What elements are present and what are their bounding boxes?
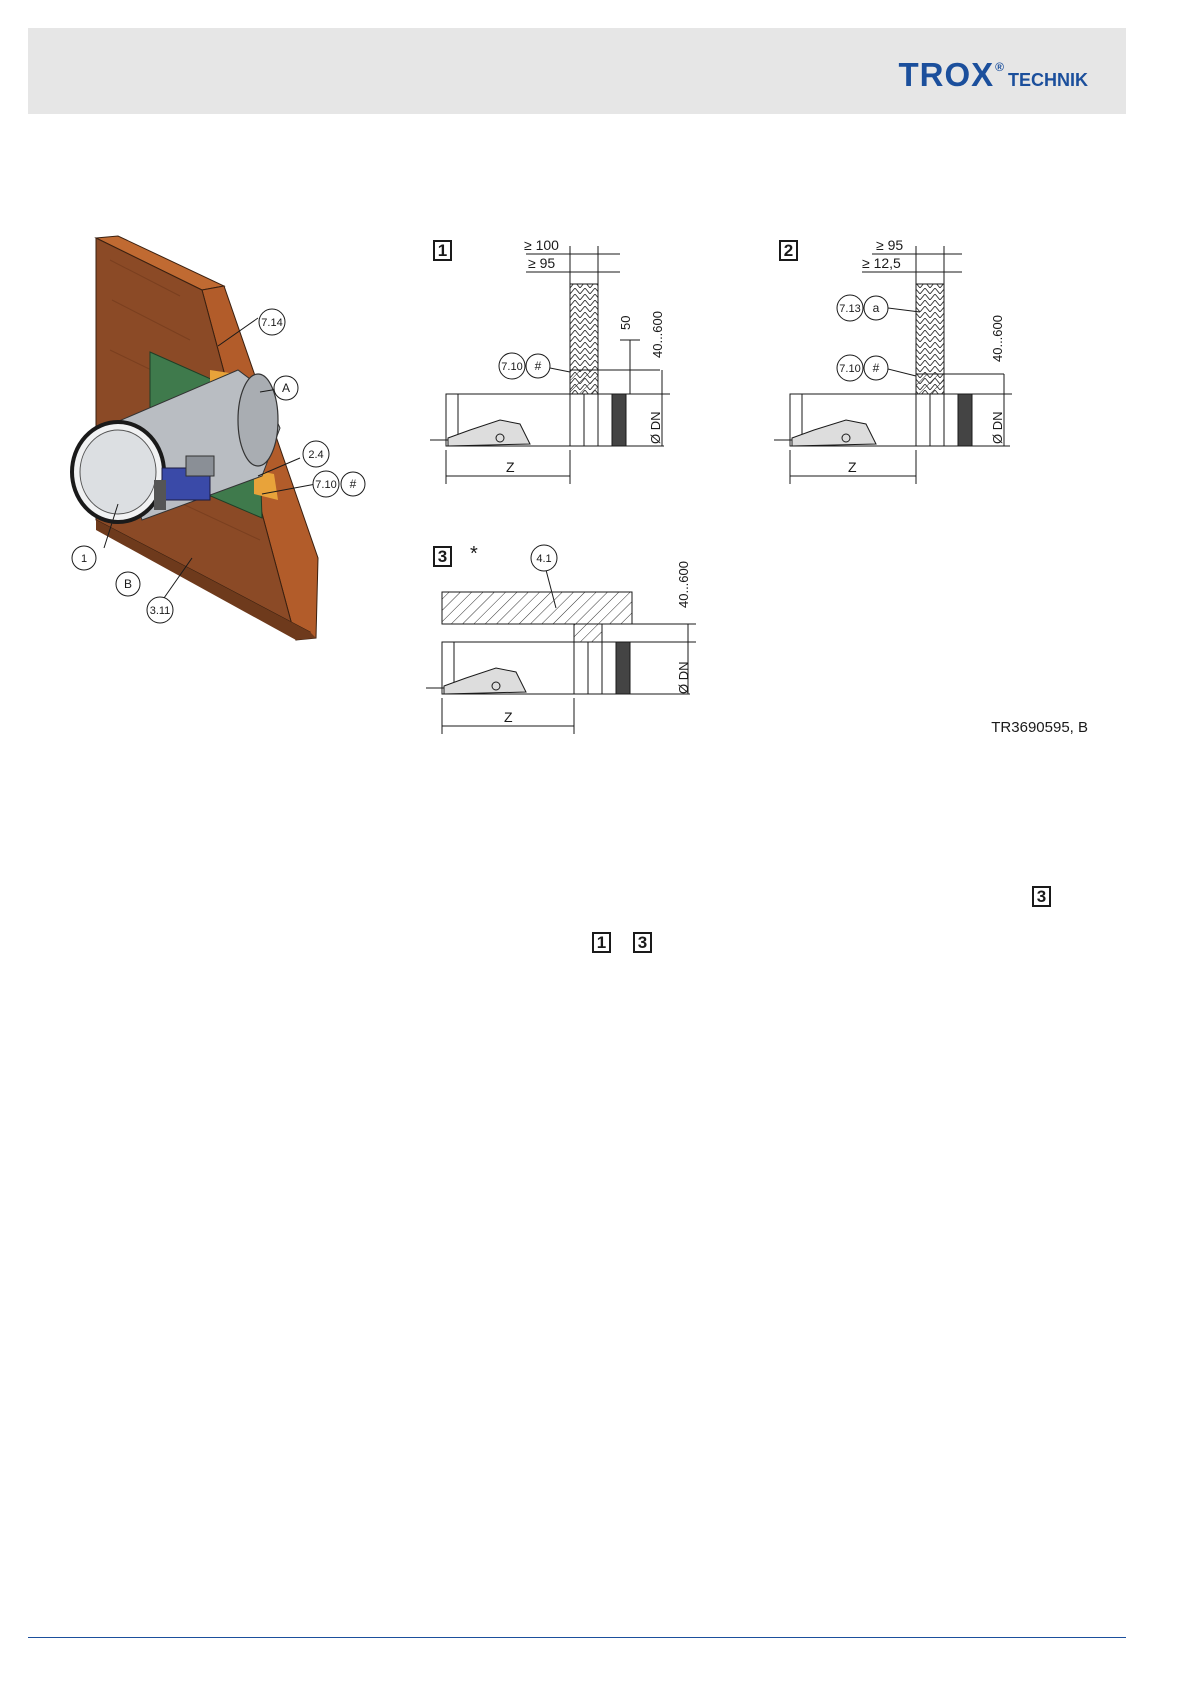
callout-7-10: 7.10 xyxy=(315,479,337,491)
callout-7-10: 7.10 xyxy=(839,363,861,375)
detail-2-drawing xyxy=(774,246,1012,484)
callout-7-13: 7.13 xyxy=(839,303,861,315)
callout-hash: # xyxy=(349,477,357,491)
dim-ge-95: ≥ 95 xyxy=(528,255,556,271)
text-ref-box: 3 xyxy=(633,932,652,953)
dim-dn: Ø DN xyxy=(676,661,691,694)
dim-z: Z xyxy=(848,459,857,475)
trox-logo: TROX ® TECHNIK xyxy=(898,56,1088,93)
callout-7-14: 7.14 xyxy=(261,317,283,329)
callout-4-1: 4.1 xyxy=(536,553,552,565)
callout-3-11: 3.11 xyxy=(149,605,171,617)
callout-1: 1 xyxy=(80,553,88,565)
dim-50: 50 xyxy=(618,315,633,330)
text-ref-box: 1 xyxy=(592,932,611,953)
callout-2-4: 2.4 xyxy=(308,449,324,461)
footer-rule xyxy=(28,1637,1126,1638)
isometric-view xyxy=(72,236,365,640)
callout-7-10: 7.10 xyxy=(501,361,523,373)
callout-hash: # xyxy=(872,361,880,375)
dim-z: Z xyxy=(504,709,513,725)
dim-dn: Ø DN xyxy=(648,411,663,444)
callout-hash: # xyxy=(534,359,542,373)
dim-40-600: 40...600 xyxy=(676,561,691,608)
detail-3-drawing xyxy=(426,545,696,734)
text-ref-box: 3 xyxy=(1032,886,1051,907)
detail-3-star: * xyxy=(470,543,478,565)
detail-1-box: 1 xyxy=(433,240,452,261)
detail-2-box: 2 xyxy=(779,240,798,261)
callout-b: B xyxy=(123,577,133,591)
dim-z: Z xyxy=(506,459,515,475)
callout-a: a xyxy=(872,301,880,315)
dim-dn: Ø DN xyxy=(990,411,1005,444)
figure-reference: TR3690595, B xyxy=(991,719,1088,736)
dim-40-600: 40...600 xyxy=(650,311,665,358)
callout-a: A xyxy=(281,381,291,395)
detail-1-drawing xyxy=(430,246,670,484)
dim-ge-100: ≥ 100 xyxy=(524,237,559,253)
dim-ge-95: ≥ 95 xyxy=(876,237,904,253)
detail-3-box: 3 xyxy=(433,546,452,567)
dim-ge-12-5: ≥ 12,5 xyxy=(862,255,901,271)
dim-40-600: 40...600 xyxy=(990,315,1005,362)
